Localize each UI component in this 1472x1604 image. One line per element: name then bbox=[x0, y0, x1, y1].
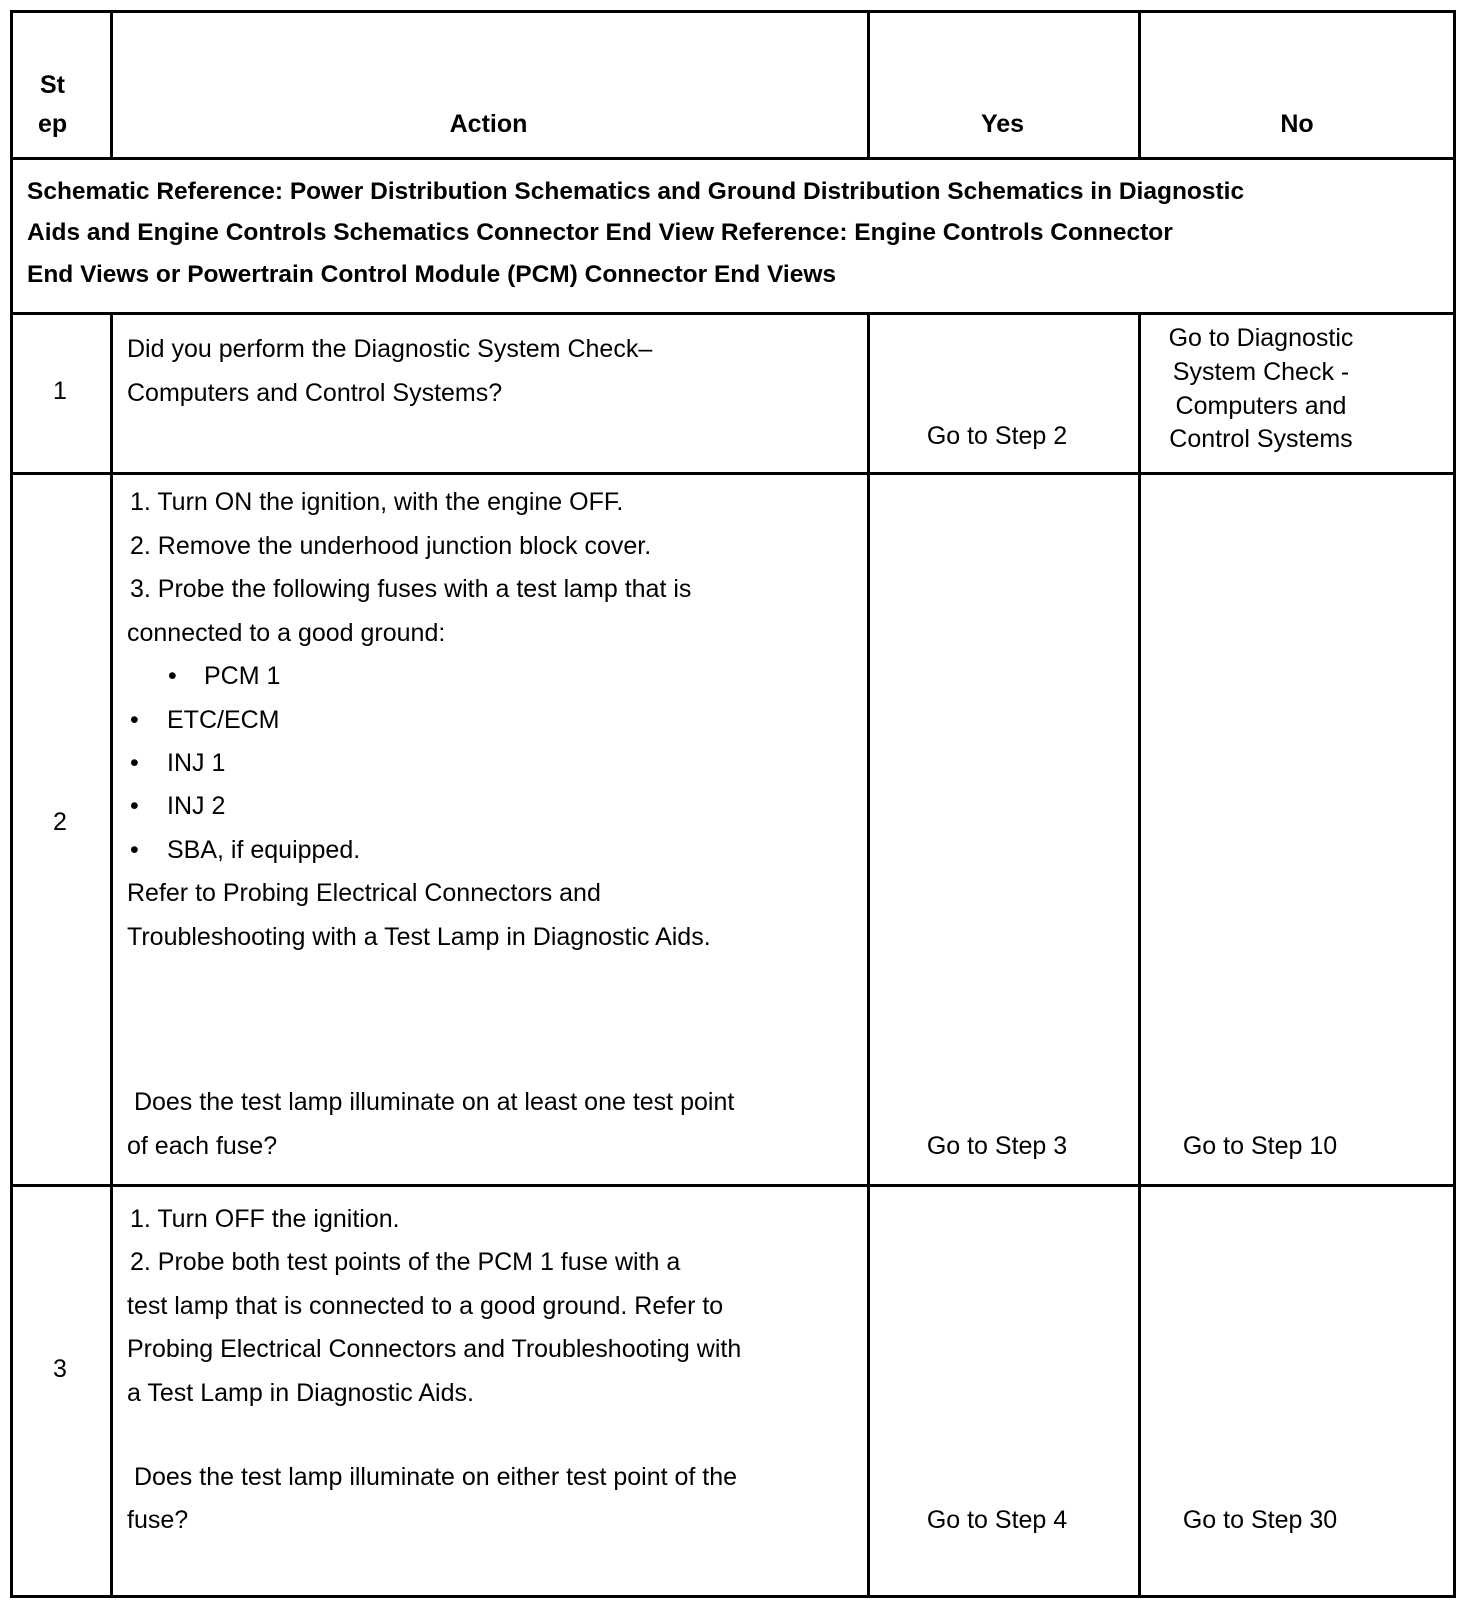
row-2-step: 2 bbox=[53, 808, 67, 836]
row-3-no-link[interactable]: Go to Step 30 bbox=[1182, 1506, 1338, 1534]
row-2-action-line: Troubleshooting with a Test Lamp in Diagnostic Aids. bbox=[127, 923, 711, 951]
schematic-reference-line-3: End Views or Powertrain Control Module (PCM) Connector End Views bbox=[27, 261, 837, 288]
row-2-question-line: of each fuse? bbox=[127, 1132, 278, 1160]
fuse-list-item: INJ 1 bbox=[167, 749, 226, 777]
fuse-list-item: SBA, if equipped. bbox=[167, 836, 361, 864]
fuse-list-item: PCM 1 bbox=[204, 662, 281, 690]
fuse-list-item: ETC/ECM bbox=[167, 706, 280, 734]
header-step-line-1: St bbox=[40, 71, 65, 99]
row-1-divider bbox=[10, 472, 1456, 475]
row-1-no-link-line[interactable]: System Check - bbox=[1172, 358, 1350, 386]
header-step-line-2: ep bbox=[38, 110, 68, 138]
row-2-action-line: connected to a good ground: bbox=[127, 619, 446, 647]
header-divider bbox=[10, 157, 1456, 160]
row-3-action-line: test lamp that is connected to a good ground. Refer to bbox=[127, 1292, 724, 1320]
row-1-no-link-line[interactable]: Control Systems bbox=[1169, 425, 1353, 453]
schematic-reference-line-2: Aids and Engine Controls Schematics Connector End View Reference: Engine Controls Connector bbox=[27, 219, 1173, 246]
row-3-action-line: Probing Electrical Connectors and Troubleshooting with bbox=[127, 1335, 742, 1363]
row-2-divider bbox=[10, 1184, 1456, 1187]
table-border-right bbox=[1453, 10, 1456, 1598]
row-2-question-line: Does the test lamp illuminate on at least one test point bbox=[127, 1088, 735, 1116]
row-2-no-link[interactable]: Go to Step 10 bbox=[1182, 1132, 1338, 1160]
column-divider-step bbox=[110, 312, 113, 1598]
bullet-icon: • bbox=[130, 706, 139, 734]
row-1-no-link-line[interactable]: Go to Diagnostic bbox=[1168, 324, 1354, 352]
row-3-action-line: 1. Turn OFF the ignition. bbox=[130, 1205, 400, 1233]
row-2-action-line: 1. Turn ON the ignition, with the engine OFF. bbox=[130, 488, 624, 516]
row-3-step: 3 bbox=[53, 1355, 67, 1383]
column-divider-action bbox=[867, 312, 870, 1598]
row-1-action-line: Did you perform the Diagnostic System Check– bbox=[127, 335, 653, 363]
diagnostic-table bbox=[10, 10, 1456, 1598]
table-border-bottom bbox=[10, 1595, 1456, 1598]
header-no: No bbox=[1280, 110, 1314, 138]
row-2-action-line: 3. Probe the following fuses with a test lamp that is bbox=[130, 575, 692, 603]
bullet-icon: • bbox=[130, 792, 139, 820]
bullet-icon: • bbox=[130, 749, 139, 777]
row-3-action-line: a Test Lamp in Diagnostic Aids. bbox=[127, 1379, 474, 1407]
row-3-yes-link[interactable]: Go to Step 4 bbox=[926, 1506, 1068, 1534]
row-1-no-link-line[interactable]: Computers and bbox=[1175, 392, 1347, 420]
row-1-yes-link[interactable]: Go to Step 2 bbox=[926, 422, 1068, 450]
header-action: Action bbox=[449, 110, 528, 138]
bullet-icon: • bbox=[130, 836, 139, 864]
row-2-yes-link[interactable]: Go to Step 3 bbox=[926, 1132, 1068, 1160]
fuse-list-item: INJ 2 bbox=[167, 792, 226, 820]
row-3-question-line: fuse? bbox=[127, 1506, 189, 1534]
reference-divider bbox=[10, 312, 1456, 315]
row-1-action-line: Computers and Control Systems? bbox=[127, 379, 503, 407]
row-3-question-line: Does the test lamp illuminate on either test point of the bbox=[127, 1463, 738, 1491]
row-3-action-line: 2. Probe both test points of the PCM 1 fuse with a bbox=[130, 1248, 681, 1276]
row-2-action-line: 2. Remove the underhood junction block cover. bbox=[130, 532, 652, 560]
schematic-reference-line-1: Schematic Reference: Power Distribution Schematics and Ground Distribution Schematics in Diagnostic bbox=[27, 178, 1245, 205]
header-yes: Yes bbox=[980, 110, 1025, 138]
row-1-step: 1 bbox=[53, 377, 67, 405]
table-border-top bbox=[10, 10, 1456, 13]
bullet-icon: • bbox=[168, 662, 177, 690]
row-2-action-line: Refer to Probing Electrical Connectors and bbox=[127, 879, 601, 907]
column-divider-yes bbox=[1138, 312, 1141, 1598]
